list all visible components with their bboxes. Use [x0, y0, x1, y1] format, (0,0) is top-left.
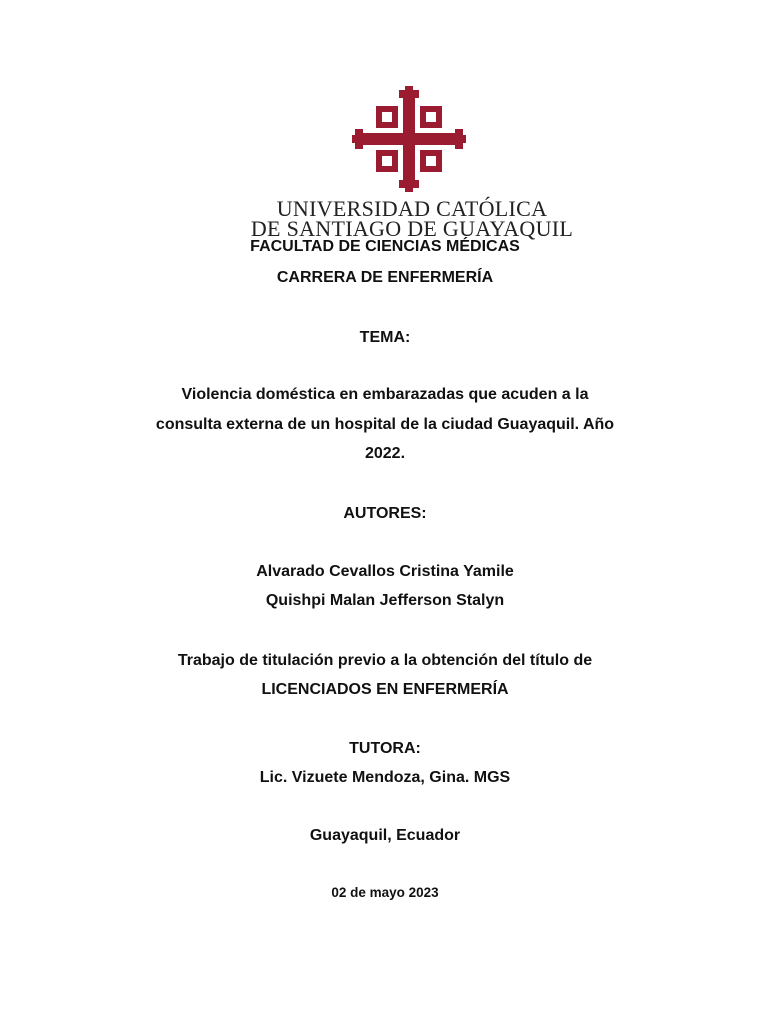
topic-line-3: 2022. — [364, 445, 406, 462]
location: Guayaquil, Ecuador — [309, 827, 461, 844]
topic-label: TEMA: — [359, 329, 411, 346]
tutor-label: TUTORA: — [349, 740, 421, 757]
degree-line-2: LICENCIADOS EN ENFERMERÍA — [261, 681, 509, 698]
university-name-line2: DE SANTIAGO DE GUAYAQUIL — [250, 216, 574, 241]
tutor-name: Lic. Vizuete Mendoza, Gina. MGS — [259, 769, 511, 786]
author-1: Alvarado Cevallos Cristina Yamile — [256, 563, 514, 580]
career-title: CARRERA DE ENFERMERÍA — [276, 269, 494, 286]
author-2: Quishpi Malan Jefferson Stalyn — [265, 592, 505, 609]
topic-line-2: consulta externa de un hospital de la ciudad Guayaquil. Año — [155, 416, 615, 433]
date: 02 de mayo 2023 — [331, 885, 439, 900]
university-name-line1: UNIVERSIDAD CATÓLICA — [276, 196, 548, 221]
degree-line-1: Trabajo de titulación previo a la obtención del título de — [177, 652, 593, 669]
faculty-title: FACULTAD DE CIENCIAS MÉDICAS — [250, 238, 520, 255]
authors-label: AUTORES: — [343, 505, 427, 522]
topic-line-1: Violencia doméstica en embarazadas que acuden a la — [181, 386, 589, 403]
university-crest-logo — [352, 86, 466, 192]
